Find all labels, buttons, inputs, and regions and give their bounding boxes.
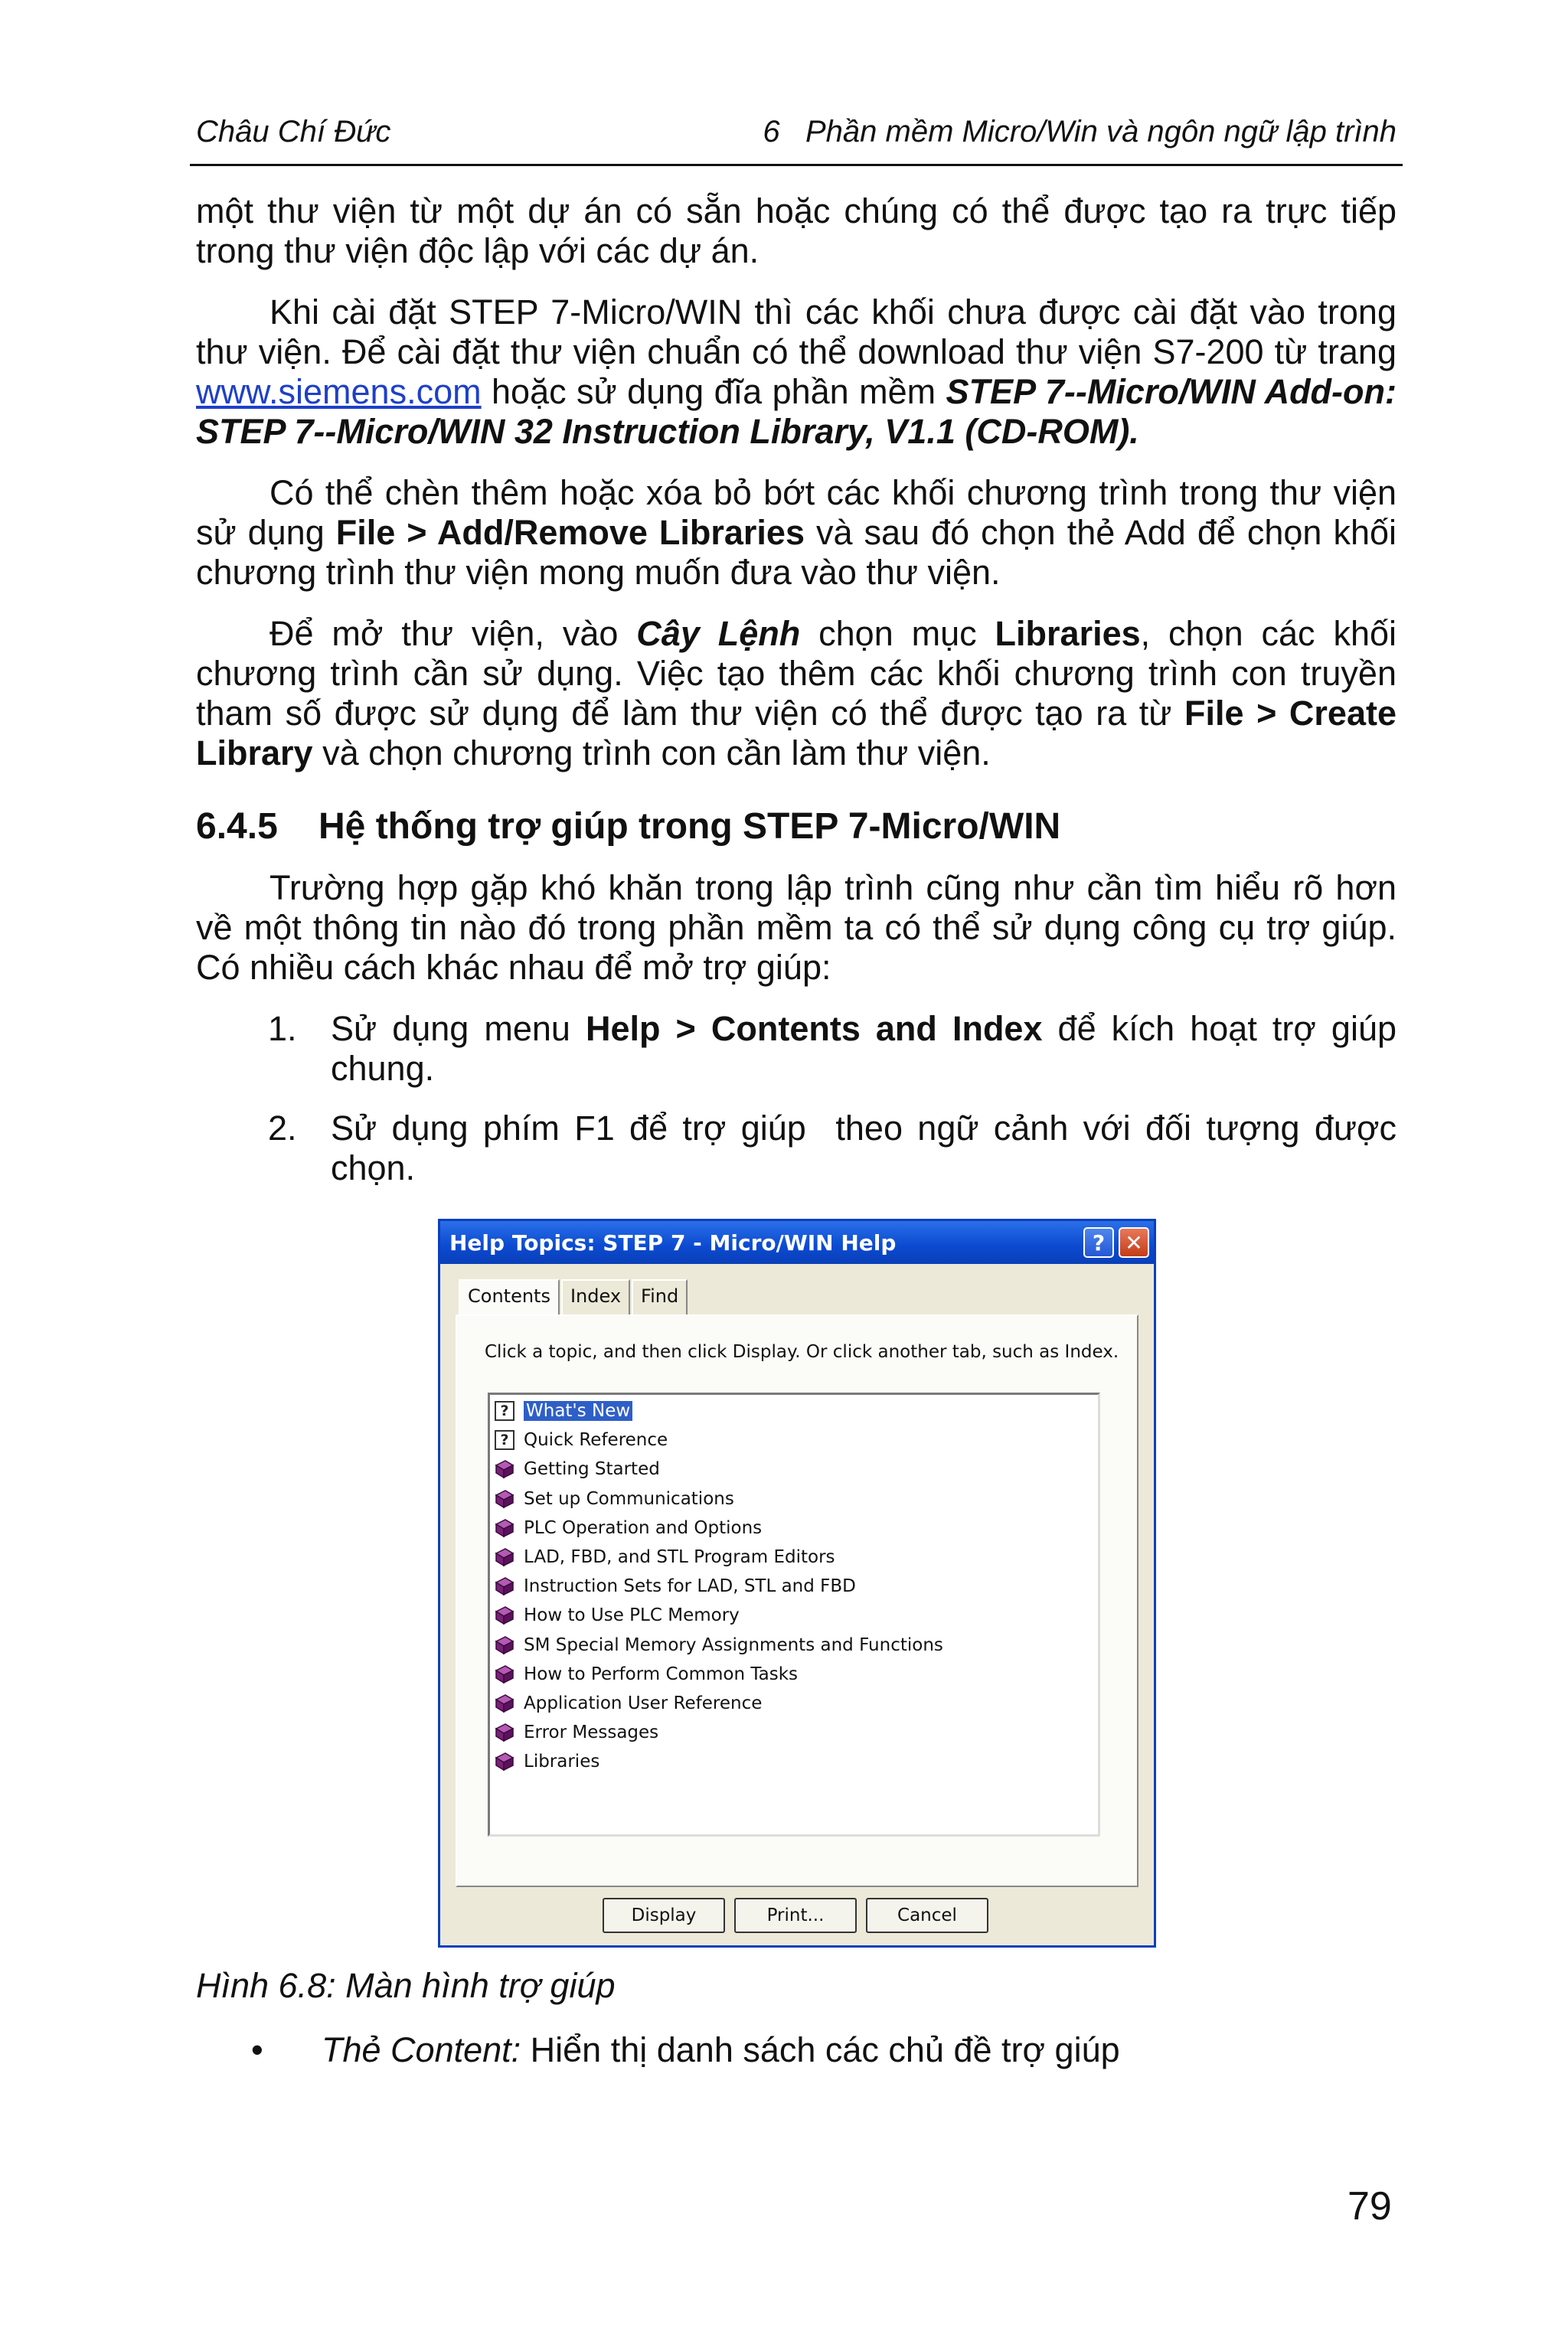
- cdrom-title: STEP 7--Micro/WIN Add-on: STEP 7--Micro/WIN 32 Instruction Library, V1.1 (CD-ROM).: [196, 372, 1396, 451]
- cay-lenh-term: Cây Lệnh: [636, 614, 801, 653]
- header-chapter: 6 Phần mềm Micro/Win và ngôn ngữ lập trình: [763, 115, 1396, 149]
- list-item[interactable]: [490, 1660, 1098, 1689]
- page-header: [196, 115, 1396, 149]
- book-icon: [495, 1547, 514, 1567]
- list-item[interactable]: [490, 1601, 1098, 1630]
- book-icon: [495, 1576, 514, 1596]
- section-title: Hệ thống trợ giúp trong STEP 7-Micro/WIN: [318, 806, 1061, 847]
- list-item[interactable]: [490, 1747, 1098, 1776]
- dialog-title: Help Topics: STEP 7 - Micro/WIN Help: [449, 1230, 897, 1256]
- paragraph-3: [196, 473, 1396, 593]
- list-item[interactable]: [490, 1631, 1098, 1660]
- list-number: 1.: [268, 1009, 297, 1048]
- help-topics-dialog: [438, 1219, 1156, 1948]
- menu-path-add-remove: File > Add/Remove Libraries: [335, 513, 805, 552]
- paragraph-2: [196, 292, 1396, 452]
- contents-panel: [456, 1314, 1138, 1887]
- list-item-text: [331, 1109, 1406, 1188]
- steps-list: [196, 1009, 1406, 1188]
- paragraph-4-text-g: và chọn chương trình con cần làm thư viện.: [312, 733, 991, 772]
- bullet-description: Hiển thị danh sách các chủ đề trợ giúp: [521, 2030, 1120, 2069]
- list-item-label: PLC Operation and Options: [524, 1517, 763, 1538]
- list-item-label: LAD, FBD, and STL Program Editors: [524, 1547, 835, 1568]
- paragraph-5: Trường hợp gặp khó khăn trong lập trình cũng như cần tìm hiểu rõ hơn về một thông tin nào đó trong phần mềm ta có thể sử dụng công cụ trợ giúp. Có nhiều cách khác nhau để mở trợ giúp:: [196, 868, 1396, 987]
- list-item-label: Getting Started: [524, 1459, 660, 1480]
- tab-contents[interactable]: Contents: [459, 1279, 560, 1316]
- display-button[interactable]: Display: [603, 1898, 725, 1933]
- book-icon: [495, 1518, 514, 1538]
- book-icon: [495, 1605, 514, 1625]
- step-text-c: để kích hoạt trợ giúp chung.: [331, 1009, 1396, 1088]
- list-item[interactable]: [490, 1425, 1098, 1455]
- bullet-dot: •: [251, 2030, 263, 2069]
- body-text: [196, 191, 1406, 1208]
- book-icon: [495, 1693, 514, 1713]
- bullet-text: [257, 2030, 1120, 2070]
- list-item[interactable]: [490, 1396, 1098, 1425]
- paragraph-1: một thư viện từ một dự án có sẵn hoặc chúng có thể được tạo ra trực tiếp trong thư viện độc lập với các dự án.: [196, 191, 1396, 270]
- paragraph-3-text: Có thể chèn thêm hoặc xóa bỏ bớt các khối chương trình trong thư viện sử dụng: [196, 473, 1396, 552]
- bullet-term: Thẻ Content:: [322, 2030, 521, 2069]
- siemens-link[interactable]: www.siemens.com: [196, 372, 482, 411]
- list-item[interactable]: [490, 1718, 1098, 1747]
- list-item[interactable]: [490, 1455, 1098, 1484]
- menu-path-help: Help > Contents and Index: [585, 1009, 1043, 1048]
- help-page-icon: ?: [495, 1401, 514, 1421]
- tab-find[interactable]: Find: [632, 1279, 688, 1316]
- section-number: 6.4.5: [196, 806, 278, 847]
- libraries-term: Libraries: [995, 614, 1141, 653]
- header-author: Châu Chí Đức: [196, 115, 391, 149]
- cancel-button[interactable]: Cancel: [866, 1898, 988, 1933]
- list-number: 2.: [268, 1109, 297, 1148]
- section-heading: [196, 805, 1396, 848]
- header-rule: [190, 164, 1403, 166]
- book-icon: [495, 1635, 514, 1655]
- book-icon: [495, 1664, 514, 1684]
- list-item: [196, 1109, 1406, 1188]
- print-button[interactable]: Print...: [734, 1898, 857, 1933]
- list-item-label: Error Messages: [524, 1723, 659, 1743]
- paragraph-4-text: Để mở thư viện, vào: [270, 614, 637, 653]
- list-item[interactable]: [490, 1572, 1098, 1601]
- book-icon: [495, 1723, 514, 1742]
- paragraph-4-text-c: chọn mục: [800, 614, 995, 653]
- figure-caption: Hình 6.8: Màn hình trợ giúp: [196, 1966, 616, 2005]
- list-item[interactable]: [490, 1689, 1098, 1718]
- paragraph-3-text-c: và sau đó chọn thẻ Add để chọn khối chương trình thư viện mong muốn đưa vào thư viện.: [196, 513, 1396, 592]
- list-item-label: Set up Communications: [524, 1488, 734, 1509]
- list-item-label: How to Use PLC Memory: [524, 1605, 740, 1626]
- list-item-label: Quick Reference: [524, 1430, 668, 1451]
- tab-strip: [459, 1279, 689, 1316]
- list-item: [196, 1009, 1396, 1089]
- book-icon: [495, 1489, 514, 1509]
- paragraph-2-text: Khi cài đặt STEP 7-Micro/WIN thì các khối chưa được cài đặt vào trong thư viện. Để cài đặt thư viện chuẩn có thể download thư viện S7-200 từ trang: [196, 292, 1396, 371]
- bullet-item: [251, 2030, 1120, 2070]
- book-icon: [495, 1459, 514, 1479]
- help-page-icon: ?: [495, 1430, 514, 1450]
- list-item-label: Instruction Sets for LAD, STL and FBD: [524, 1576, 856, 1597]
- list-item-label: How to Perform Common Tasks: [524, 1664, 799, 1684]
- instruction-text: Click a topic, and then click Display. Or click another tab, such as Index.: [485, 1342, 1119, 1362]
- help-icon[interactable]: ?: [1083, 1227, 1114, 1258]
- dialog-title-bar[interactable]: [440, 1221, 1154, 1264]
- list-item[interactable]: [490, 1514, 1098, 1543]
- list-item-label: SM Special Memory Assignments and Functions: [524, 1634, 943, 1655]
- list-item-text: [331, 1009, 1396, 1089]
- paragraph-4: [196, 614, 1396, 773]
- menu-path-create-library: File > Create Library: [196, 694, 1396, 772]
- close-icon[interactable]: ✕: [1119, 1227, 1149, 1258]
- tab-index[interactable]: Index: [561, 1279, 630, 1316]
- list-item-label: What's New: [524, 1401, 632, 1421]
- list-item[interactable]: [490, 1484, 1098, 1514]
- topics-list[interactable]: [488, 1393, 1100, 1837]
- paragraph-2-text-b: hoặc sử dụng đĩa phần mềm: [481, 372, 946, 411]
- step-text: Sử dụng phím F1 để trợ giúp theo ngữ cảnh với đối tượng được chọn.: [331, 1109, 1406, 1187]
- paragraph-4-text-e: , chọn các khối chương trình cần sử dụng. Việc tạo thêm các khối chương trình con truyền tham số được sử dụng để làm thư viện có thể được tạo ra từ: [196, 614, 1397, 733]
- list-item-label: Application User Reference: [524, 1693, 763, 1713]
- step-text: Sử dụng menu: [331, 1009, 586, 1048]
- page-number: 79: [1348, 2184, 1392, 2229]
- list-item[interactable]: [490, 1543, 1098, 1572]
- list-item-label: Libraries: [524, 1752, 600, 1772]
- book-icon: [495, 1752, 514, 1772]
